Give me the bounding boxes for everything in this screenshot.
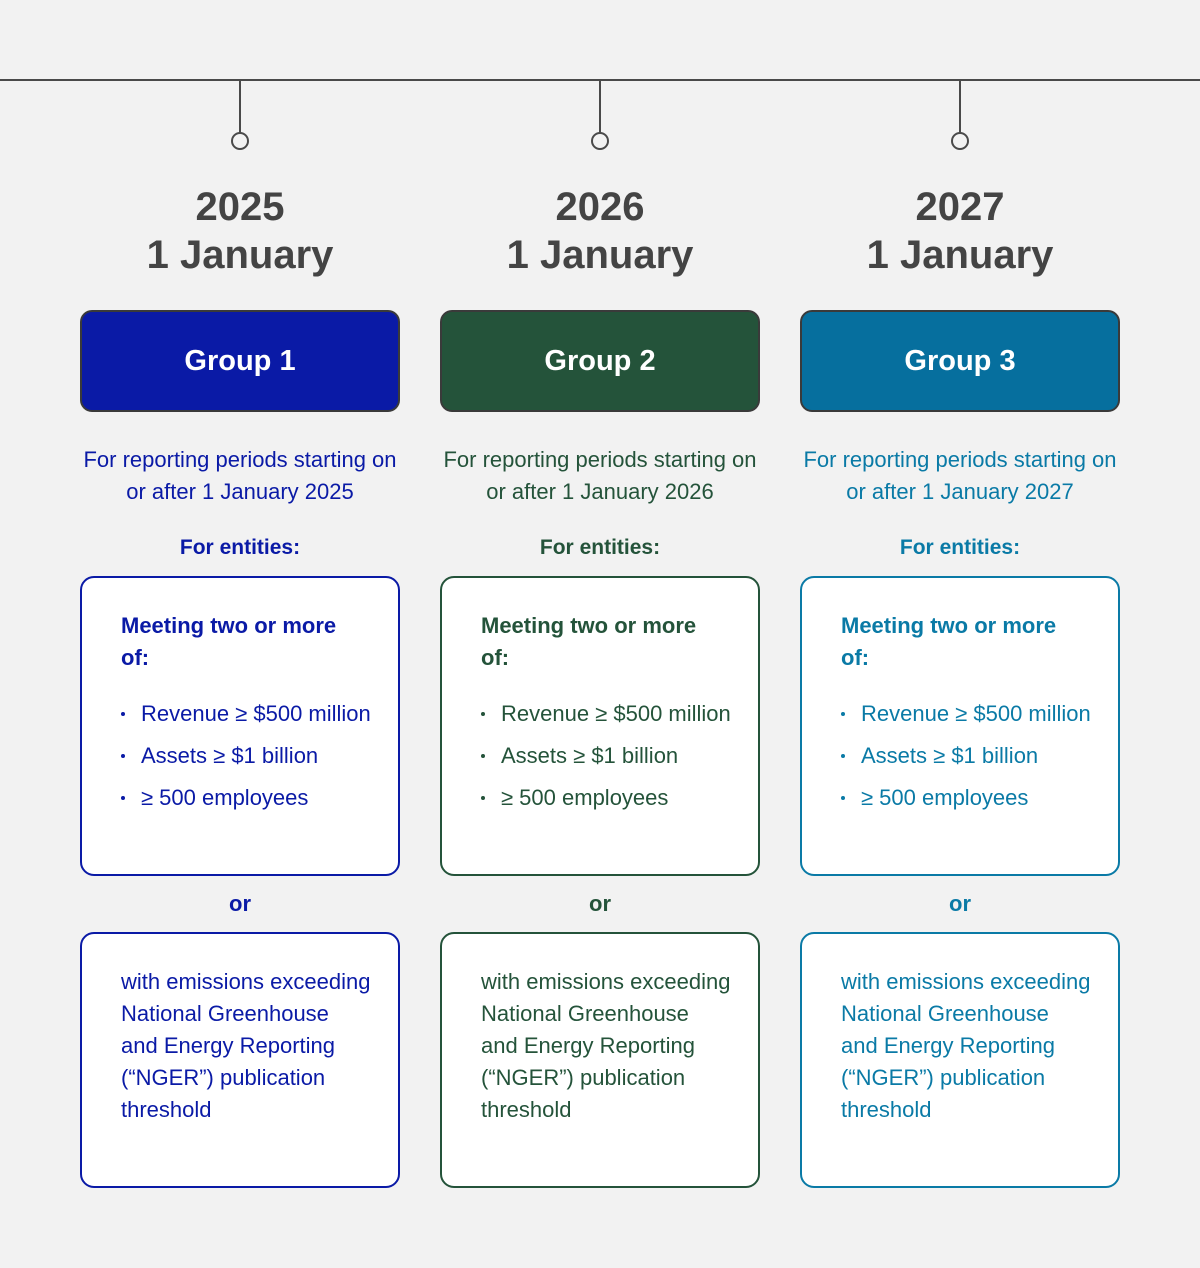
criteria-item	[121, 782, 371, 814]
criteria-heading: Meeting two or more of:	[481, 613, 697, 670]
bullet-icon	[481, 754, 485, 758]
year-label: 2027	[915, 185, 1005, 229]
emissions-box	[80, 932, 400, 1188]
timeline-column-group-3	[800, 0, 1120, 1268]
or-label: or	[229, 891, 251, 916]
year-label: 2025	[195, 185, 285, 229]
criteria-heading: Meeting two or more of:	[841, 613, 1057, 670]
bullet-icon	[841, 796, 845, 800]
timeline-column-group-2	[440, 0, 760, 1268]
criteria-item-text: Assets ≥ $1 billion	[501, 743, 679, 768]
emissions-text: with emissions exceeding National Greenhouse and Energy Reporting (“NGER”) publication threshold	[841, 969, 1091, 1122]
criteria-item-text: Revenue ≥ $500 million	[141, 701, 371, 726]
bullet-icon	[481, 712, 485, 716]
criteria-item	[121, 740, 371, 772]
group-3-label: Group 3	[800, 310, 1120, 412]
emissions-box	[440, 932, 760, 1188]
bullet-icon	[841, 754, 845, 758]
criteria-item	[841, 698, 1091, 730]
criteria-item	[481, 698, 731, 730]
criteria-box	[800, 576, 1120, 876]
criteria-item-text: Assets ≥ $1 billion	[861, 743, 1039, 768]
criteria-item	[121, 698, 371, 730]
criteria-item-text: Assets ≥ $1 billion	[141, 743, 319, 768]
entities-label: For entities:	[179, 536, 301, 559]
criteria-list	[481, 698, 731, 824]
bullet-icon	[121, 796, 125, 800]
criteria-item	[841, 782, 1091, 814]
criteria-heading: Meeting two or more of:	[121, 613, 337, 670]
group-1-label: Group 1	[80, 310, 400, 412]
criteria-item-text: ≥ 500 employees	[861, 785, 1029, 810]
reporting-period-text: For reporting periods starting on or after 1 January 2025	[83, 447, 397, 504]
criteria-item-text: ≥ 500 employees	[141, 785, 309, 810]
criteria-item	[481, 740, 731, 772]
timeline-connector	[599, 80, 601, 133]
emissions-text: with emissions exceeding National Greenhouse and Energy Reporting (“NGER”) publication threshold	[481, 969, 731, 1122]
emissions-box	[800, 932, 1120, 1188]
bullet-icon	[481, 796, 485, 800]
entities-label: For entities:	[539, 536, 661, 559]
group-2-label: Group 2	[440, 310, 760, 412]
bullet-icon	[121, 754, 125, 758]
criteria-item-text: Revenue ≥ $500 million	[501, 701, 731, 726]
criteria-box	[440, 576, 760, 876]
timeline-connector	[959, 80, 961, 133]
date-label: 1 January	[506, 233, 694, 277]
criteria-item-text: Revenue ≥ $500 million	[861, 701, 1091, 726]
timeline-column-group-1	[80, 0, 400, 1268]
date-label: 1 January	[146, 233, 334, 277]
criteria-item-text: ≥ 500 employees	[501, 785, 669, 810]
criteria-item	[841, 740, 1091, 772]
emissions-text: with emissions exceeding National Greenhouse and Energy Reporting (“NGER”) publication threshold	[121, 969, 371, 1122]
criteria-list	[841, 698, 1091, 824]
reporting-period-text: For reporting periods starting on or after 1 January 2027	[803, 447, 1117, 504]
criteria-list	[121, 698, 371, 824]
criteria-item	[481, 782, 731, 814]
criteria-box	[80, 576, 400, 876]
timeline-connector	[239, 80, 241, 133]
timeline-node	[231, 132, 249, 150]
year-label: 2026	[555, 185, 645, 229]
timeline-node	[951, 132, 969, 150]
bullet-icon	[121, 712, 125, 716]
or-label: or	[589, 891, 611, 916]
timeline-node	[591, 132, 609, 150]
date-label: 1 January	[866, 233, 1054, 277]
or-label: or	[949, 891, 971, 916]
entities-label: For entities:	[899, 536, 1021, 559]
reporting-period-text: For reporting periods starting on or after 1 January 2026	[443, 447, 757, 504]
bullet-icon	[841, 712, 845, 716]
